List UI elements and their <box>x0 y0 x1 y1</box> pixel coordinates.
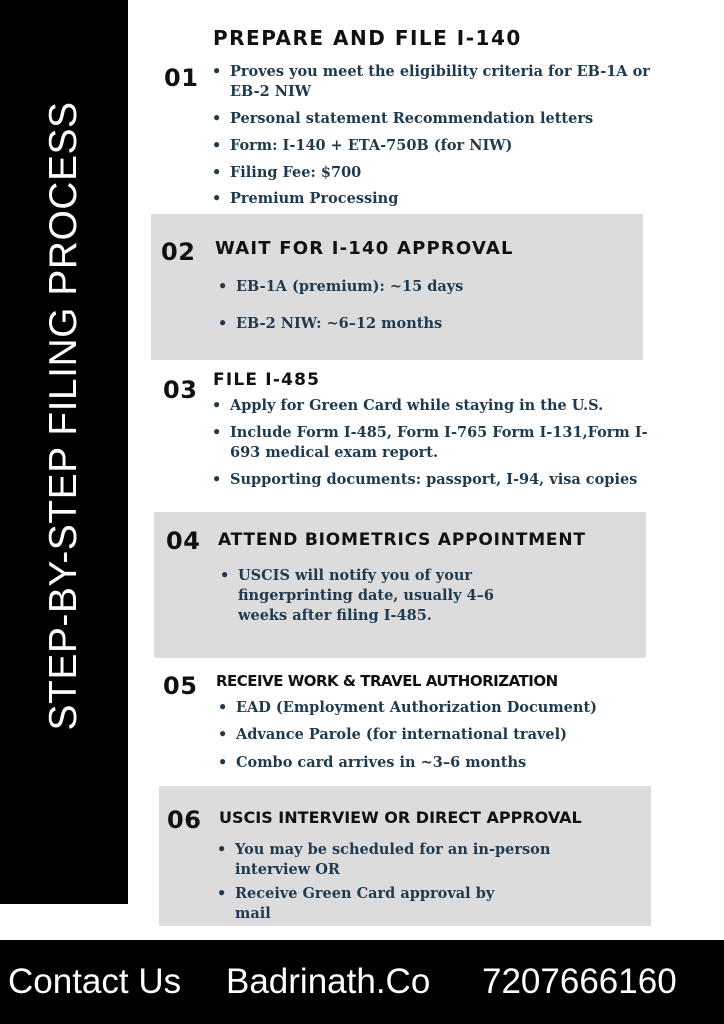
step-number: 03 <box>163 376 198 404</box>
step-3 <box>150 362 710 502</box>
bullet-item: • Apply for Green Card while staying in the U.S. <box>212 396 662 416</box>
sidebar-title: STEP-BY-STEP FILING PROCESS <box>42 101 85 731</box>
step-number: 02 <box>161 238 196 266</box>
step-heading: RECEIVE WORK & TRAVEL AUTHORIZATION <box>216 672 558 690</box>
bullet-item: • Combo card arrives in ~3–6 months <box>218 753 658 773</box>
bullet-item: • Proves you meet the eligibility criteria for EB-1A or EB-2 NIW <box>212 62 652 102</box>
bullet-item: • Personal statement Recommendation letters <box>212 109 652 129</box>
contact-label: Contact Us <box>8 962 182 1001</box>
bullet-item: • USCIS will notify you of your fingerprinting date, usually 4–6 weeks after filing I-485. <box>220 566 540 626</box>
step-bullets <box>217 840 557 924</box>
step-heading: WAIT FOR I-140 APPROVAL <box>215 238 514 259</box>
bullet-item: • EB-1A (premium): ~15 days <box>218 277 618 297</box>
bullet-item: • Advance Parole (for international travel) <box>218 725 658 745</box>
sidebar <box>0 0 128 904</box>
bullet-item: • Filing Fee: $700 <box>212 163 652 183</box>
step-bullets <box>218 277 618 334</box>
step-1 <box>150 22 710 212</box>
step-number: 05 <box>163 672 198 700</box>
step-6 <box>159 786 651 926</box>
bullet-item: • EB-2 NIW: ~6–12 months <box>218 314 618 334</box>
phone-number[interactable]: 7207666160 <box>482 962 677 1001</box>
step-number: 04 <box>166 527 201 555</box>
step-heading: USCIS INTERVIEW OR DIRECT APPROVAL <box>219 808 582 827</box>
bullet-item: • Receive Green Card approval by mail <box>217 884 517 924</box>
step-4 <box>154 512 646 658</box>
bullet-item: • Include Form I-485, Form I-765 Form I-131,Form I-693 medical exam report. <box>212 423 662 463</box>
step-2 <box>151 214 643 360</box>
step-heading: ATTEND BIOMETRICS APPOINTMENT <box>218 530 586 550</box>
contact-footer <box>0 940 724 1024</box>
bullet-item: • Form: I-140 + ETA-750B (for NIW) <box>212 136 652 156</box>
bullet-item: • EAD (Employment Authorization Document) <box>218 698 658 718</box>
step-number: 01 <box>164 64 199 92</box>
bullet-item: • Premium Processing <box>212 189 652 209</box>
step-heading: PREPARE AND FILE I-140 <box>213 26 522 50</box>
step-heading: FILE I-485 <box>213 370 321 390</box>
bullet-item: • Supporting documents: passport, I-94, visa copies <box>212 470 662 490</box>
step-bullets <box>212 396 662 490</box>
step-bullets <box>220 566 540 626</box>
bullet-item: • You may be scheduled for an in-person interview OR <box>217 840 557 880</box>
step-number: 06 <box>167 806 202 834</box>
step-bullets <box>218 698 658 773</box>
step-5 <box>150 664 710 782</box>
step-bullets <box>212 62 652 209</box>
company-name[interactable]: Badrinath.Co <box>226 962 431 1001</box>
